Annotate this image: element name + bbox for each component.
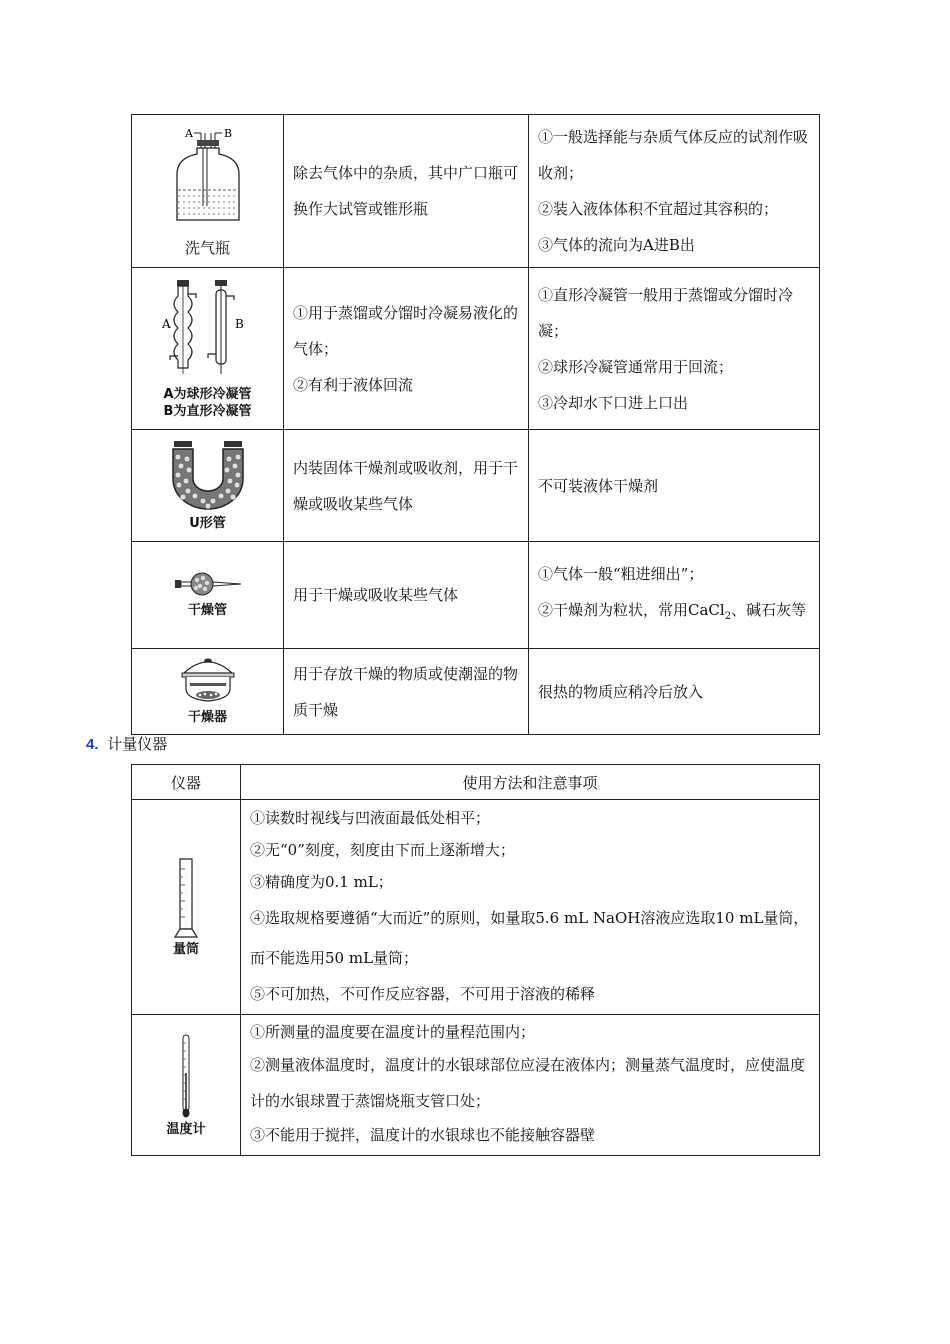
table-row xyxy=(132,115,820,268)
table-row xyxy=(132,649,820,735)
notes-cell: ①所测量的温度要在温度计的量程范围内； ②测量液体温度时，温度计的水银球部位应浸在液体内；测量蒸气温度时，应使温度计的水银球置于蒸馏烧瓶支管口处； ③不能用于搅拌，温度计的水银球也不能接触容器壁 xyxy=(241,1015,820,1156)
use-cell: 除去气体中的杂质，其中广口瓶可换作大试管或锥形瓶 xyxy=(284,115,529,268)
section-number: 4. xyxy=(86,736,99,753)
table-row xyxy=(132,1015,820,1156)
svg-text:B: B xyxy=(234,316,244,331)
desiccator-cell xyxy=(132,649,284,735)
table-header-row xyxy=(132,765,820,800)
use-cell: 用于存放干燥的物质或使潮湿的物质干燥 xyxy=(284,649,529,735)
table-row xyxy=(132,542,820,649)
thermometer-icon xyxy=(176,1033,196,1119)
svg-text:A: A xyxy=(184,126,193,140)
condenser-cell xyxy=(132,268,284,430)
figure-label: 温度计 xyxy=(166,1121,206,1137)
notes-cell: ①气体一般“粗进细出”； ②干燥剂为粒状，常用CaCl$_2$、碱石灰等 xyxy=(529,542,820,649)
thermometer-cell xyxy=(132,1015,241,1156)
figure-label: 量筒 xyxy=(172,941,199,957)
graduated-cylinder-cell xyxy=(132,800,241,1015)
gas-washing-bottle-cell xyxy=(132,115,284,268)
drying-tube-icon xyxy=(173,572,243,596)
drying-tube-cell xyxy=(132,542,284,649)
use-cell: 用于干燥或吸收某些气体 xyxy=(284,542,529,649)
notes-cell: 很热的物质应稍冷后放入 xyxy=(529,649,820,735)
gas-washing-bottle-icon xyxy=(153,126,263,236)
column-header: 仪器 xyxy=(132,765,241,800)
svg-text:A: A xyxy=(161,316,171,331)
graduated-cylinder-icon xyxy=(171,857,201,939)
table-row xyxy=(132,430,820,542)
figure-label-b: B为直形冷凝管 xyxy=(163,403,252,419)
notes-cell: ①读数时视线与凹液面最低处相平； ②无“0”刻度，刻度由下而上逐渐增大； ③精确度为0.1 mL； ④选取规格要遵循“大而近”的原则，如量取5.6 mL NaOH溶液应选取10 mL量筒，而不能选用50 mL量筒； ⑤不可加热，不可作反应容器，不可用于溶液的稀释 xyxy=(241,800,820,1015)
table-row xyxy=(132,268,820,430)
u-tube-icon xyxy=(168,439,248,511)
svg-text:B: B xyxy=(223,126,232,140)
condenser-icon xyxy=(148,278,268,378)
use-cell: ①用于蒸馏或分馏时冷凝易液化的气体； ②有利于液体回流 xyxy=(284,268,529,430)
notes-cell: ①一般选择能与杂质气体反应的试剂作吸收剂； ②装入液体体积不宜超过其容积的； ③气体的流向为A进B出 xyxy=(529,115,820,268)
u-tube-cell xyxy=(132,430,284,542)
column-header: 使用方法和注意事项 xyxy=(241,765,820,800)
section-heading xyxy=(86,733,167,754)
section-title: 计量仪器 xyxy=(107,735,168,753)
measuring-instruments-table xyxy=(131,764,820,1156)
figure-label-a: A为球形冷凝管 xyxy=(163,386,252,402)
desiccator-icon xyxy=(178,657,238,707)
notes-cell: 不可装液体干燥剂 xyxy=(529,430,820,542)
table-row xyxy=(132,800,820,1015)
apparatus-table xyxy=(131,114,820,735)
notes-cell: ①直形冷凝管一般用于蒸馏或分馏时冷凝； ②球形冷凝管通常用于回流； ③冷却水下口进上口出 xyxy=(529,268,820,430)
figure-label: 洗气瓶 xyxy=(184,238,230,257)
figure-label: 干燥器 xyxy=(187,710,227,725)
figure-label: U形管 xyxy=(189,516,226,531)
use-cell: 内装固体干燥剂或吸收剂，用于干燥或吸收某些气体 xyxy=(284,430,529,542)
figure-label: 干燥管 xyxy=(187,602,227,618)
